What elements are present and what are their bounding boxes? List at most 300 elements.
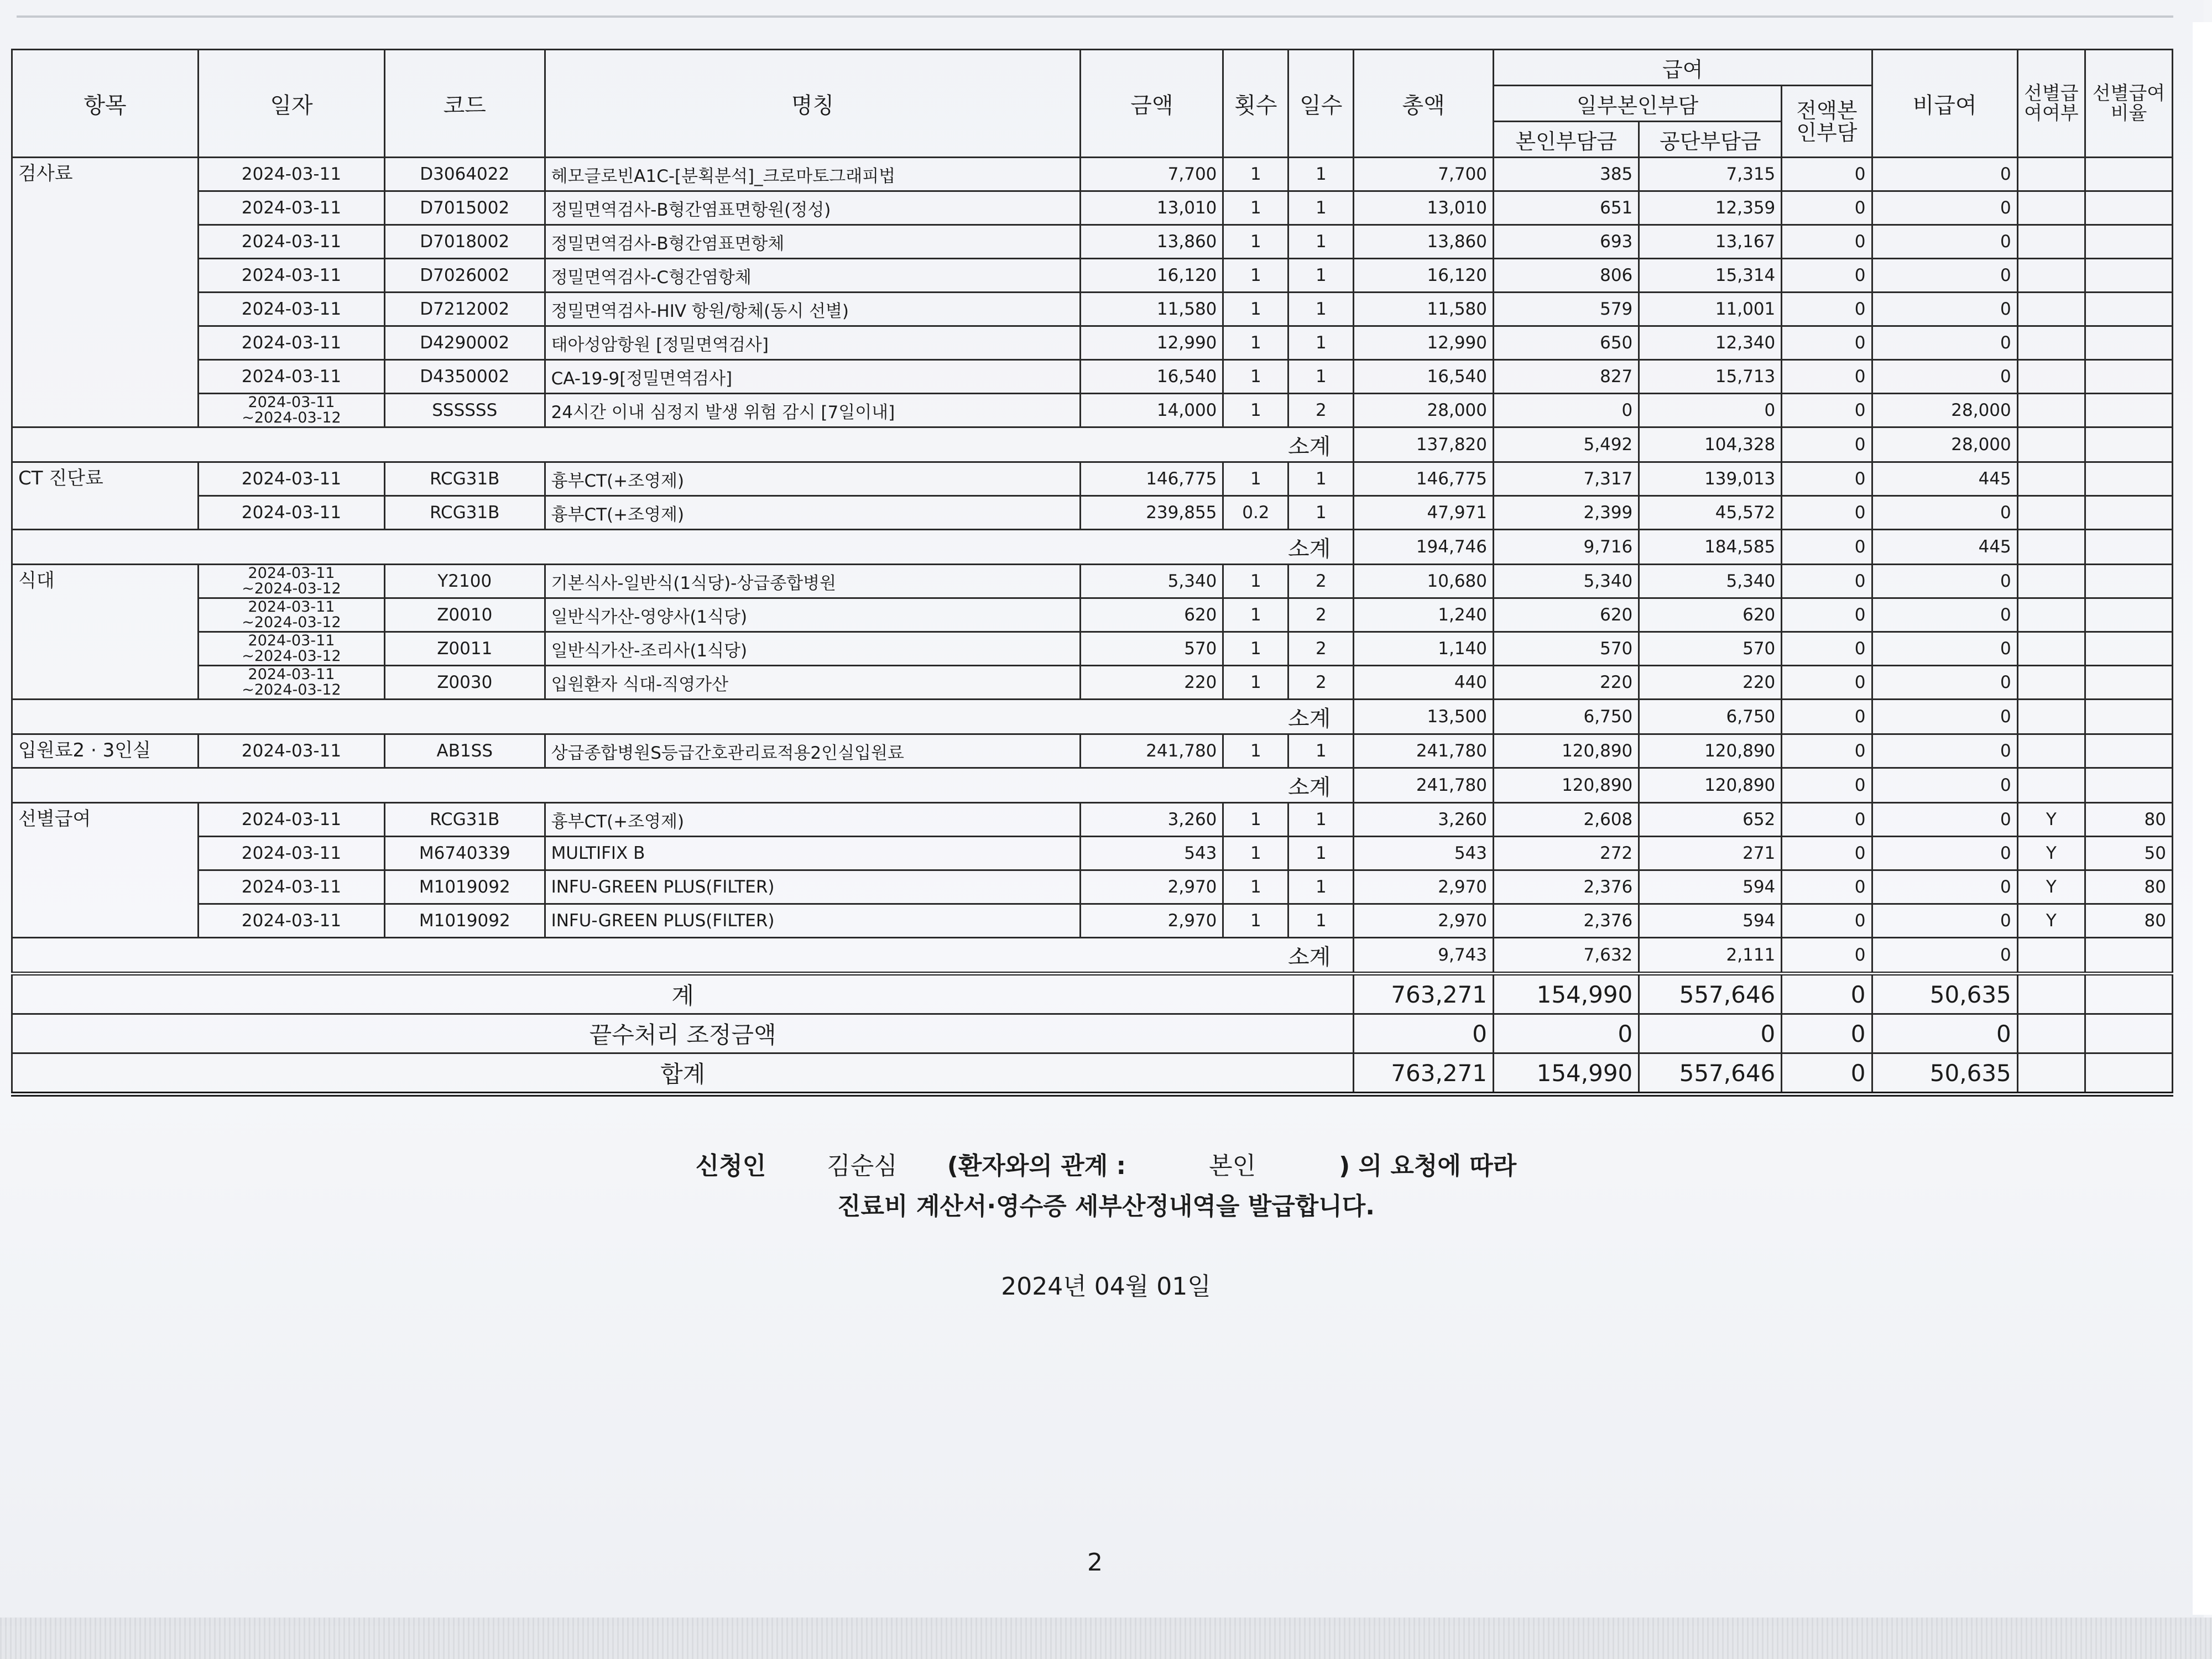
uninsured-cell: 0 (1872, 191, 2017, 225)
insurer-share-cell: 120,890 (1639, 734, 1782, 768)
count-cell: 1 (1223, 225, 1288, 259)
subtotal-label: 소계 (12, 530, 1354, 565)
patient-share-cell: 570 (1494, 632, 1639, 666)
subtotal-label: 소계 (12, 938, 1354, 974)
table-row (12, 904, 2173, 938)
count-cell: 0.2 (1223, 496, 1288, 530)
days-cell: 2 (1288, 666, 1354, 700)
selective-yn-cell: Y (2017, 837, 2085, 870)
days-cell: 1 (1288, 225, 1354, 259)
code-cell: RCG31B (384, 803, 545, 837)
full-self-cell: 0 (1782, 259, 1872, 293)
price-cell: 543 (1081, 837, 1223, 870)
grand-total-full: 0 (1782, 974, 1872, 1014)
selective-yn-cell (2017, 293, 2085, 326)
date-cell: 2024-03-11 (198, 904, 384, 938)
grand-total-empty (2085, 1053, 2172, 1094)
header-selective-rate: 선별급여비율 (2085, 50, 2172, 158)
date-end: ~2024-03-12 (242, 409, 341, 426)
grand-total-uninsured: 50,635 (1872, 1053, 2017, 1094)
name-cell: 정밀면역검사-B형간염표면항원(정성) (545, 191, 1081, 225)
scan-edge (0, 1618, 2212, 1659)
uninsured-cell: 0 (1872, 326, 2017, 360)
full-self-cell: 0 (1782, 904, 1872, 938)
price-cell: 241,780 (1081, 734, 1223, 768)
full-self-cell: 0 (1782, 496, 1872, 530)
name-cell: 상급종합병원S등급간호관리료적용2인실입원료 (545, 734, 1081, 768)
itemized-bill-table (11, 49, 2173, 1097)
date-cell: 2024-03-11 (198, 496, 384, 530)
date-start: 2024-03-11 (248, 598, 335, 615)
count-cell: 1 (1223, 870, 1288, 904)
name-cell: 입원환자 식대-직영가산 (545, 666, 1081, 700)
category-cell: 선별급여 (12, 803, 199, 938)
subtotal-empty (2085, 938, 2172, 974)
header-full-self: 전액본인부담 (1782, 86, 1872, 158)
subtotal-uninsured: 28,000 (1872, 427, 2017, 462)
subtotal-patient: 6,750 (1494, 700, 1639, 734)
date-end: ~2024-03-12 (242, 580, 341, 597)
header-count: 횟수 (1223, 50, 1288, 158)
subtotal-uninsured: 0 (1872, 700, 2017, 734)
page-number: 2 (1087, 1548, 1103, 1577)
patient-share-cell: 651 (1494, 191, 1639, 225)
selective-yn-cell (2017, 734, 2085, 768)
selective-rate-cell (2085, 225, 2172, 259)
patient-share-cell: 806 (1494, 259, 1639, 293)
selective-rate-cell (2085, 158, 2172, 191)
patient-share-cell: 5,340 (1494, 565, 1639, 598)
selective-yn-cell (2017, 666, 2085, 700)
selective-rate-cell (2085, 496, 2172, 530)
table-row (12, 293, 2173, 326)
date-start: 2024-03-11 (248, 666, 335, 683)
name-cell: 정밀면역검사-C형간염항체 (545, 259, 1081, 293)
code-cell: Z0030 (384, 666, 545, 700)
insurer-share-cell: 12,359 (1639, 191, 1782, 225)
insurer-share-cell: 15,713 (1639, 360, 1782, 394)
uninsured-cell: 0 (1872, 496, 2017, 530)
paper-edge (2193, 22, 2212, 1615)
name-cell: CA-19-9[정밀면역검사] (545, 360, 1081, 394)
grand-total-empty (2017, 1014, 2085, 1053)
name-cell: 일반식가산-영양사(1식당) (545, 598, 1081, 632)
subtotal-full: 0 (1782, 700, 1872, 734)
patient-share-cell: 220 (1494, 666, 1639, 700)
total-cell: 10,680 (1354, 565, 1494, 598)
code-cell: AB1SS (384, 734, 545, 768)
selective-yn-cell (2017, 496, 2085, 530)
insurer-share-cell: 5,340 (1639, 565, 1782, 598)
price-cell: 3,260 (1081, 803, 1223, 837)
subtotal-empty (2085, 700, 2172, 734)
total-cell: 440 (1354, 666, 1494, 700)
days-cell: 1 (1288, 734, 1354, 768)
name-cell: 정밀면역검사-B형간염표면항체 (545, 225, 1081, 259)
selective-yn-cell (2017, 259, 2085, 293)
date-start: 2024-03-11 (248, 394, 335, 411)
table-row (12, 598, 2173, 632)
patient-share-cell: 0 (1494, 394, 1639, 427)
full-self-cell: 0 (1782, 158, 1872, 191)
subtotal-full: 0 (1782, 768, 1872, 803)
total-cell: 12,990 (1354, 326, 1494, 360)
patient-share-cell: 385 (1494, 158, 1639, 191)
selective-yn-cell (2017, 462, 2085, 496)
insurer-share-cell: 271 (1639, 837, 1782, 870)
name-cell: 흉부CT(+조영제) (545, 462, 1081, 496)
header-name: 명칭 (545, 50, 1081, 158)
grand-total-empty (2017, 974, 2085, 1014)
table-row (12, 191, 2173, 225)
applicant-name: 김순심 (827, 1152, 898, 1180)
selective-yn-cell (2017, 598, 2085, 632)
days-cell: 1 (1288, 259, 1354, 293)
code-cell: D4350002 (384, 360, 545, 394)
patient-share-cell: 2,608 (1494, 803, 1639, 837)
date-end: ~2024-03-12 (242, 681, 341, 698)
code-cell: D7018002 (384, 225, 545, 259)
selective-rate-cell (2085, 191, 2172, 225)
patient-share-cell: 7,317 (1494, 462, 1639, 496)
subtotal-empty (2017, 530, 2085, 565)
subtotal-patient: 9,716 (1494, 530, 1639, 565)
days-cell: 1 (1288, 360, 1354, 394)
grand-total-row (12, 974, 2173, 1014)
table-row (12, 666, 2173, 700)
grand-total-insurer: 557,646 (1639, 974, 1782, 1014)
category-cell: CT 진단료 (12, 462, 199, 530)
uninsured-cell: 0 (1872, 259, 2017, 293)
price-cell: 239,855 (1081, 496, 1223, 530)
total-cell: 13,010 (1354, 191, 1494, 225)
date-range-cell (198, 632, 384, 666)
grand-total-patient: 0 (1494, 1014, 1639, 1053)
days-cell: 1 (1288, 326, 1354, 360)
subtotal-row (12, 427, 2173, 462)
table-row (12, 632, 2173, 666)
subtotal-empty (2085, 768, 2172, 803)
uninsured-cell: 0 (1872, 565, 2017, 598)
grand-total-patient: 154,990 (1494, 1053, 1639, 1094)
subtotal-label: 소계 (12, 768, 1354, 803)
insurer-share-cell: 7,315 (1639, 158, 1782, 191)
days-cell: 2 (1288, 394, 1354, 427)
count-cell: 1 (1223, 360, 1288, 394)
uninsured-cell: 28,000 (1872, 394, 2017, 427)
total-cell: 543 (1354, 837, 1494, 870)
full-self-cell: 0 (1782, 191, 1872, 225)
grand-total-full: 0 (1782, 1014, 1872, 1053)
count-cell: 1 (1223, 598, 1288, 632)
total-cell: 1,240 (1354, 598, 1494, 632)
insurer-share-cell: 652 (1639, 803, 1782, 837)
count-cell: 1 (1223, 632, 1288, 666)
header-total: 총액 (1354, 50, 1494, 158)
subtotal-row (12, 530, 2173, 565)
price-cell: 5,340 (1081, 565, 1223, 598)
table-row (12, 496, 2173, 530)
table-row (12, 259, 2173, 293)
subtotal-uninsured: 0 (1872, 768, 2017, 803)
patient-share-cell: 120,890 (1494, 734, 1639, 768)
name-cell: 일반식가산-조리사(1식당) (545, 632, 1081, 666)
insurer-share-cell: 594 (1639, 870, 1782, 904)
subtotal-patient: 120,890 (1494, 768, 1639, 803)
price-cell: 7,700 (1081, 158, 1223, 191)
name-cell: 흉부CT(+조영제) (545, 803, 1081, 837)
full-self-cell: 0 (1782, 225, 1872, 259)
selective-yn-cell (2017, 326, 2085, 360)
count-cell: 1 (1223, 462, 1288, 496)
code-cell: Z0010 (384, 598, 545, 632)
name-cell: 정밀면역검사-HIV 항원/항체(동시 선별) (545, 293, 1081, 326)
insurer-share-cell: 570 (1639, 632, 1782, 666)
patient-share-cell: 827 (1494, 360, 1639, 394)
subtotal-full: 0 (1782, 427, 1872, 462)
selective-yn-cell (2017, 565, 2085, 598)
selective-yn-cell: Y (2017, 870, 2085, 904)
grand-total-uninsured: 50,635 (1872, 974, 2017, 1014)
grand-total-row (12, 1014, 2173, 1053)
code-cell: M6740339 (384, 837, 545, 870)
price-cell: 2,970 (1081, 870, 1223, 904)
days-cell: 2 (1288, 598, 1354, 632)
table-row (12, 326, 2173, 360)
subtotal-total: 137,820 (1354, 427, 1494, 462)
header-insured: 급여 (1494, 50, 1872, 86)
date-range-cell (198, 394, 384, 427)
count-cell: 1 (1223, 803, 1288, 837)
subtotal-insurer: 104,328 (1639, 427, 1782, 462)
grand-total-insurer: 557,646 (1639, 1053, 1782, 1094)
days-cell: 1 (1288, 837, 1354, 870)
price-cell: 14,000 (1081, 394, 1223, 427)
grand-total-insurer: 0 (1639, 1014, 1782, 1053)
table-row (12, 803, 2173, 837)
table-row (12, 462, 2173, 496)
subtotal-empty (2017, 427, 2085, 462)
uninsured-cell: 0 (1872, 734, 2017, 768)
subtotal-empty (2017, 700, 2085, 734)
price-cell: 220 (1081, 666, 1223, 700)
header-unit-price: 금액 (1081, 50, 1223, 158)
name-cell: 헤모글로빈A1C-[분획분석]_크로마토그래피법 (545, 158, 1081, 191)
price-cell: 12,990 (1081, 326, 1223, 360)
price-cell: 620 (1081, 598, 1223, 632)
insurer-share-cell: 620 (1639, 598, 1782, 632)
uninsured-cell: 0 (1872, 904, 2017, 938)
insurer-share-cell: 45,572 (1639, 496, 1782, 530)
patient-share-cell: 650 (1494, 326, 1639, 360)
days-cell: 1 (1288, 293, 1354, 326)
insurer-share-cell: 594 (1639, 904, 1782, 938)
name-cell: MULTIFIX B (545, 837, 1081, 870)
full-self-cell: 0 (1782, 462, 1872, 496)
price-cell: 11,580 (1081, 293, 1223, 326)
uninsured-cell: 0 (1872, 870, 2017, 904)
insurer-share-cell: 12,340 (1639, 326, 1782, 360)
date-cell: 2024-03-11 (198, 293, 384, 326)
price-cell: 2,970 (1081, 904, 1223, 938)
selective-yn-cell (2017, 394, 2085, 427)
date-cell: 2024-03-11 (198, 259, 384, 293)
days-cell: 1 (1288, 158, 1354, 191)
date-cell: 2024-03-11 (198, 326, 384, 360)
patient-share-cell: 693 (1494, 225, 1639, 259)
code-cell: RCG31B (384, 496, 545, 530)
top-rule (17, 15, 2173, 18)
date-start: 2024-03-11 (248, 632, 335, 649)
name-cell: 태아성암항원 [정밀면역검사] (545, 326, 1081, 360)
selective-rate-cell (2085, 259, 2172, 293)
full-self-cell: 0 (1782, 837, 1872, 870)
table-row (12, 225, 2173, 259)
price-cell: 16,540 (1081, 360, 1223, 394)
subtotal-row (12, 938, 2173, 974)
grand-total-amount: 763,271 (1354, 1053, 1494, 1094)
category-cell: 입원료2 · 3인실 (12, 734, 199, 768)
days-cell: 1 (1288, 462, 1354, 496)
category-cell: 검사료 (12, 158, 199, 427)
table-row (12, 870, 2173, 904)
date-cell: 2024-03-11 (198, 837, 384, 870)
uninsured-cell: 0 (1872, 598, 2017, 632)
table-row (12, 837, 2173, 870)
date-cell: 2024-03-11 (198, 734, 384, 768)
total-cell: 7,700 (1354, 158, 1494, 191)
header-category: 항목 (12, 50, 199, 158)
grand-total-full: 0 (1782, 1053, 1872, 1094)
selective-rate-cell (2085, 565, 2172, 598)
price-cell: 146,775 (1081, 462, 1223, 496)
price-cell: 570 (1081, 632, 1223, 666)
uninsured-cell: 0 (1872, 837, 2017, 870)
category-cell: 식대 (12, 565, 199, 700)
code-cell: D7212002 (384, 293, 545, 326)
count-cell: 1 (1223, 565, 1288, 598)
uninsured-cell: 0 (1872, 225, 2017, 259)
days-cell: 2 (1288, 632, 1354, 666)
insurer-share-cell: 0 (1639, 394, 1782, 427)
date-cell: 2024-03-11 (198, 191, 384, 225)
grand-total-row (12, 1053, 2173, 1094)
grand-total-patient: 154,990 (1494, 974, 1639, 1014)
subtotal-label: 소계 (12, 700, 1354, 734)
selective-rate-cell (2085, 360, 2172, 394)
full-self-cell: 0 (1782, 632, 1872, 666)
total-cell: 2,970 (1354, 870, 1494, 904)
full-self-cell: 0 (1782, 326, 1872, 360)
count-cell: 1 (1223, 293, 1288, 326)
subtotal-empty (2085, 530, 2172, 565)
code-cell: D7026002 (384, 259, 545, 293)
full-self-cell: 0 (1782, 293, 1872, 326)
grand-total-empty (2085, 974, 2172, 1014)
header-partial: 일부본인부담 (1494, 86, 1782, 122)
grand-total-label: 합계 (12, 1053, 1354, 1094)
applicant-label: 신청인 (695, 1152, 766, 1180)
subtotal-uninsured: 0 (1872, 938, 2017, 974)
insurer-share-cell: 15,314 (1639, 259, 1782, 293)
count-cell: 1 (1223, 326, 1288, 360)
total-cell: 28,000 (1354, 394, 1494, 427)
insurer-share-cell: 139,013 (1639, 462, 1782, 496)
days-cell: 1 (1288, 496, 1354, 530)
total-cell: 1,140 (1354, 632, 1494, 666)
subtotal-row (12, 700, 2173, 734)
code-cell: RCG31B (384, 462, 545, 496)
subtotal-total: 194,746 (1354, 530, 1494, 565)
header-days: 일수 (1288, 50, 1354, 158)
total-cell: 11,580 (1354, 293, 1494, 326)
request-suffix: ) 의 요청에 따라 (1339, 1152, 1517, 1180)
date-end: ~2024-03-12 (242, 648, 341, 665)
total-cell: 241,780 (1354, 734, 1494, 768)
date-cell: 2024-03-11 (198, 462, 384, 496)
header-code: 코드 (384, 50, 545, 158)
selective-rate-cell (2085, 632, 2172, 666)
code-cell: D7015002 (384, 191, 545, 225)
subtotal-full: 0 (1782, 938, 1872, 974)
insurer-share-cell: 11,001 (1639, 293, 1782, 326)
full-self-cell: 0 (1782, 870, 1872, 904)
issue-date: 2024년 04월 01일 (1001, 1272, 1211, 1301)
total-cell: 146,775 (1354, 462, 1494, 496)
uninsured-cell: 0 (1872, 803, 2017, 837)
date-end: ~2024-03-12 (242, 614, 341, 631)
subtotal-insurer: 184,585 (1639, 530, 1782, 565)
total-cell: 2,970 (1354, 904, 1494, 938)
count-cell: 1 (1223, 734, 1288, 768)
selective-rate-cell (2085, 326, 2172, 360)
count-cell: 1 (1223, 904, 1288, 938)
selective-rate-cell (2085, 734, 2172, 768)
name-cell: INFU-GREEN PLUS(FILTER) (545, 870, 1081, 904)
table-row (12, 158, 2173, 191)
header-uninsured: 비급여 (1872, 50, 2017, 158)
date-range-cell (198, 666, 384, 700)
name-cell: 24시간 이내 심정지 발생 위험 감시 [7일이내] (545, 394, 1081, 427)
uninsured-cell: 0 (1872, 293, 2017, 326)
relation-label: (환자와의 관계 : (947, 1152, 1126, 1180)
subtotal-insurer: 120,890 (1639, 768, 1782, 803)
patient-share-cell: 272 (1494, 837, 1639, 870)
table-row (12, 394, 2173, 427)
full-self-cell: 0 (1782, 360, 1872, 394)
price-cell: 13,860 (1081, 225, 1223, 259)
date-range-cell (198, 565, 384, 598)
full-self-cell: 0 (1782, 734, 1872, 768)
table-row (12, 734, 2173, 768)
uninsured-cell: 0 (1872, 158, 2017, 191)
issue-statement: 진료비 계산서·영수증 세부산정내역을 발급합니다. (837, 1192, 1375, 1220)
patient-share-cell: 2,376 (1494, 904, 1639, 938)
grand-total-amount: 0 (1354, 1014, 1494, 1053)
code-cell: D4290002 (384, 326, 545, 360)
name-cell: INFU-GREEN PLUS(FILTER) (545, 904, 1081, 938)
count-cell: 1 (1223, 158, 1288, 191)
subtotal-total: 9,743 (1354, 938, 1494, 974)
grand-total-uninsured: 0 (1872, 1014, 2017, 1053)
code-cell: M1019092 (384, 870, 545, 904)
days-cell: 2 (1288, 565, 1354, 598)
name-cell: 흉부CT(+조영제) (545, 496, 1081, 530)
subtotal-empty (2017, 768, 2085, 803)
header-date: 일자 (198, 50, 384, 158)
grand-total-empty (2085, 1014, 2172, 1053)
table-row (12, 565, 2173, 598)
